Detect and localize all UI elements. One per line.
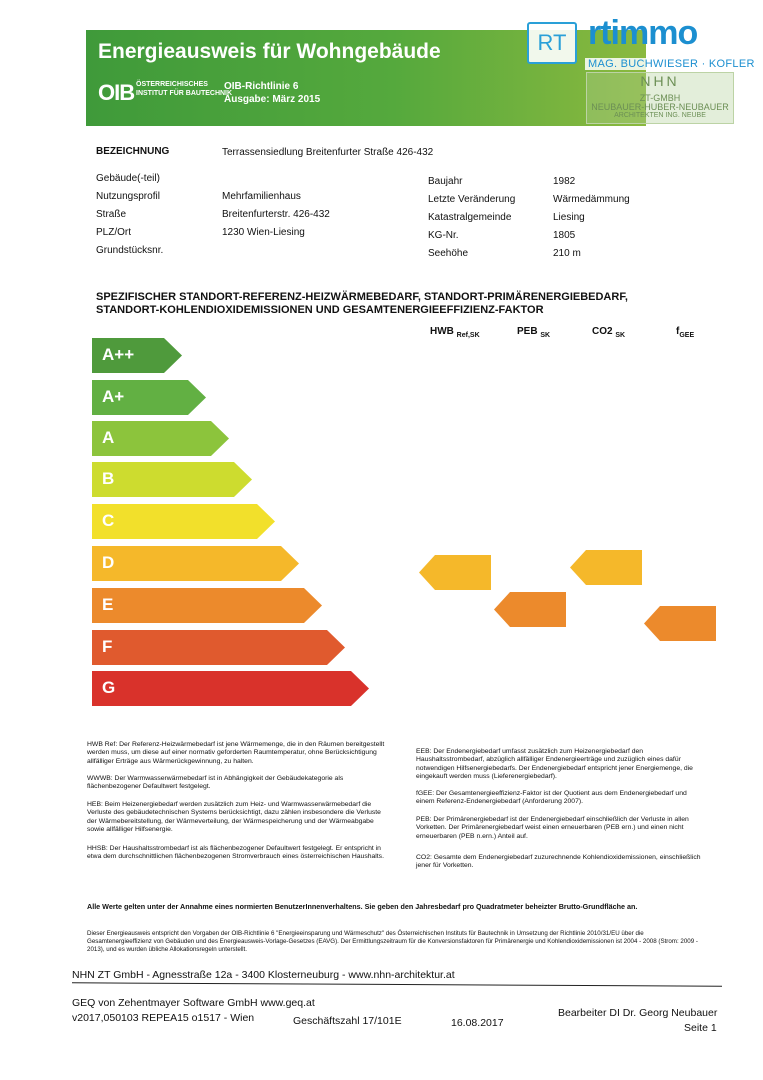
note-peb: PEB: Der Primärenergiebedarf ist der Endenergiebedarf einschließlich der Verluste in allen Vorketten. Der Primärenergiebedarf weist einen erneuerbaren (PEB ern.) und einen nicht erneuerbaren (PEB n.ern.) Anteil auf. <box>416 816 689 840</box>
energy-class-d <box>92 546 299 581</box>
rtimmo-wordmark: rtimmo <box>588 14 698 52</box>
rating-label: D <box>520 562 534 581</box>
field-label: Nutzungsprofil <box>96 191 160 202</box>
note-hhsb: HHSB: Der Haushaltsstrombedarf ist als flächenbezogener Defaultwert festgelegt. Er entspricht in etwa dem durchschnittlichen flächenbezogenen Stromverbrauch eines österreichischen Haushalts. <box>87 845 384 861</box>
nhn-stamp <box>586 72 734 124</box>
nhn-stamp-line-3: NEUBAUER-HUBER-NEUBAUER <box>591 102 729 112</box>
energy-class-a-plus <box>92 380 206 415</box>
note-eeb: EEB: Der Endenergiebedarf umfasst zusätzlich zum Heizenergiebedarf den Haushaltsstrombedarf, abzüglich allfälliger Endenergieerträge und zuzüglich eines dafür notwendigen Hilfsenergiebedarfs. Der Endenergiebedarf entspricht jener Energiemenge, die eingekauft werden muss (Lieferenergiebedarf). <box>416 748 693 781</box>
rating-label: D <box>671 557 685 576</box>
footer-date: 16.08.2017 <box>451 1017 504 1029</box>
document-title: Energieausweis für Wohngebäude <box>98 40 441 63</box>
class-label: B <box>102 469 115 488</box>
field-label: Straße <box>96 209 127 220</box>
oib-institute-name <box>136 80 232 98</box>
note-heb: HEB: Beim Heizenergiebedarf werden zusätzlich zum Heiz- und Warmwasserwärmebedarf die Verluste des gebäudetechnischen Systems berücksichtigt, dazu zählen insbesondere die Verluste der Wärmebereitstellung, der Wärmeverteilung, der Wärmespeicherung und der Wärmeabgabe sowie allfälliger Hilfsenergie. <box>87 801 381 834</box>
rating-co2 <box>570 550 685 585</box>
field-label: Grundstücksnr. <box>96 245 164 256</box>
field-label: KG-Nr. <box>428 230 459 241</box>
richtlinie-label: OIB-Richtlinie 6 <box>224 81 299 92</box>
rating-peb <box>494 592 608 627</box>
energy-class-e <box>92 588 322 623</box>
class-label: E <box>102 595 114 614</box>
scale-heading-line-1: SPEZIFISCHER STANDORT-REFERENZ-HEIZWÄRMEBEDARF, STANDORT-PRIMÄRENERGIEBEDARF, <box>96 291 628 303</box>
class-arrow-shape <box>92 588 322 623</box>
energy-class-c <box>92 504 275 539</box>
footer-version: v2017,050103 REPEA15 o1517 - Wien <box>72 1012 255 1024</box>
rating-fgee <box>644 606 758 641</box>
rating-arrow-shape <box>419 555 491 590</box>
field-value: Mehrfamilienhaus <box>222 191 301 202</box>
field-value: Wärmedämmung <box>553 194 630 205</box>
note-all-values: Alle Werte gelten unter der Annahme eines normierten BenutzerInnenverhaltens. Sie geben den Jahresbedarf pro Quadratmeter beheizter Brutto-Grundfläche an. <box>87 902 638 911</box>
rating-arrow-shape <box>570 550 642 585</box>
class-arrow-shape <box>92 630 345 665</box>
column-header-hwb: HWB $_{Ref,SK}$ <box>430 326 480 339</box>
column-header-co2: CO2 $_{SK}$ <box>592 326 626 339</box>
field-value: 1982 <box>553 176 576 187</box>
note-directive: Dieser Energieausweis entspricht den Vorgaben der OIB-Richtlinie 6 "Energieeinsparung und Wärmeschutz" des Österreichischen Instituts für Bautechnik in Umsetzung der Richtlinie 2010/31/EU über die Gesamtenergieeffizienz von Gebäuden und des Energieausweis-Vorlage-Gesetzes (EAVG). Der Ermittlungszeitraum für die Konversionsfaktoren für Primärenergie und Kohlendioxidemissionen ist 2004 - 2008 (Strom: 2009 - 2013), und es wurden übliche Allokationsregeln unterstellt. <box>87 930 698 953</box>
footer-geschaeftszahl: Geschäftszahl 17/101E <box>293 1015 402 1027</box>
nhn-stamp-line-2: ZT-GMBH <box>639 93 681 103</box>
rating-label: E <box>596 599 608 618</box>
column-header-peb: PEB $_{SK}$ <box>517 326 551 339</box>
class-label: A <box>102 428 115 447</box>
field-value: 210 m <box>553 248 581 259</box>
class-label: D <box>102 553 115 572</box>
bezeichnung-label: BEZEICHNUNG <box>96 146 170 157</box>
class-arrow-shape <box>92 462 252 497</box>
note-co2: CO2: Gesamte dem Endenergiebedarf zuzurechnende Kohlendioxidemissionen, einschließlich jener für Vorketten. <box>416 854 701 870</box>
note-wwwb: WWWB: Der Warmwasserwärmebedarf ist in Abhängigkeit der Gebäudekategorie als flächenbezogener Defaultwert festgelegt. <box>87 775 344 791</box>
energy-class-f <box>92 630 345 665</box>
note-hwb: HWB Ref: Der Referenz-Heizwärmebedarf ist jene Wärmemenge, die in den Räumen bereitgestellt werden muss, um diese auf einer normativ geforderten Raumtemperatur, ohne Berücksichtigung allfälliger Erträge aus Wärmerückgewinnung, zu halten. <box>87 741 385 765</box>
rtimmo-subtitle: MAG. BUCHWIESER · KOFLER <box>585 58 758 70</box>
energy-class-b <box>92 462 252 497</box>
footer-page-number: Seite 1 <box>684 1022 717 1034</box>
column-header-fgee: $f_{GEE}$ <box>676 326 695 339</box>
class-label: G <box>102 678 116 697</box>
class-arrow-shape <box>92 504 275 539</box>
footer-bearbeiter: Bearbeiter DI Dr. Georg Neubauer <box>558 1007 718 1019</box>
field-value: Liesing <box>553 212 585 223</box>
energy-class-a-plus-plus <box>92 338 182 373</box>
nhn-stamp-line-4: ARCHITEKTEN ING. NEUBE <box>614 112 706 119</box>
rating-label: E <box>746 613 758 632</box>
energy-class-a <box>92 421 229 456</box>
field-label: Seehöhe <box>428 248 469 259</box>
field-label: Baujahr <box>428 176 463 187</box>
class-arrow-shape <box>92 671 369 706</box>
richtlinie-info <box>224 80 320 106</box>
scale-heading <box>96 291 696 317</box>
class-label: A+ <box>102 387 125 406</box>
rating-arrow-shape <box>644 606 716 641</box>
field-value: 1230 Wien-Liesing <box>222 227 305 238</box>
field-label: Katastralgemeinde <box>428 212 512 223</box>
oib-name-line-1: ÖSTERREICHISCHES <box>136 81 208 88</box>
oib-logo: OIB <box>98 80 135 105</box>
oib-name-line-2: INSTITUT FÜR BAUTECHNIK <box>136 90 233 97</box>
field-label: Gebäude(-teil) <box>96 173 160 184</box>
note-fgee: fGEE: Der Gesamtenergieeffizienz-Faktor ist der Quotient aus dem Endenergiebedarf und einem Referenz-Endenergiebedarf (Anforderung 2007). <box>416 790 687 806</box>
rt-logo-box: RT <box>527 22 577 64</box>
scale-heading-line-2: STANDORT-KOHLENDIOXIDEMISSIONEN UND GESAMTENERGIEEFFIZIENZ-FAKTOR <box>96 304 544 316</box>
field-label: PLZ/Ort <box>96 227 132 238</box>
class-label: F <box>102 637 113 656</box>
energy-class-g <box>92 671 369 706</box>
footer-company: NHN ZT GmbH - Agnesstraße 12a - 3400 Klosterneuburg - www.nhn-architektur.at <box>72 969 455 981</box>
field-label: Letzte Veränderung <box>428 194 516 205</box>
class-arrow-shape <box>92 546 299 581</box>
ausgabe-label: Ausgabe: März 2015 <box>224 94 321 105</box>
nhn-stamp-logo: NHN <box>640 73 680 89</box>
rating-arrow-shape <box>494 592 566 627</box>
rating-hwb <box>419 555 534 590</box>
bezeichnung-value: Terrassensiedlung Breitenfurter Straße 426-432 <box>222 147 434 158</box>
field-value: 1805 <box>553 230 576 241</box>
field-value: Breitenfurterstr. 426-432 <box>222 209 330 220</box>
class-label: C <box>102 511 115 530</box>
class-label: A++ <box>102 345 135 364</box>
footer-divider <box>72 982 722 986</box>
footer-software: GEQ von Zehentmayer Software GmbH www.geq.at <box>72 997 315 1009</box>
